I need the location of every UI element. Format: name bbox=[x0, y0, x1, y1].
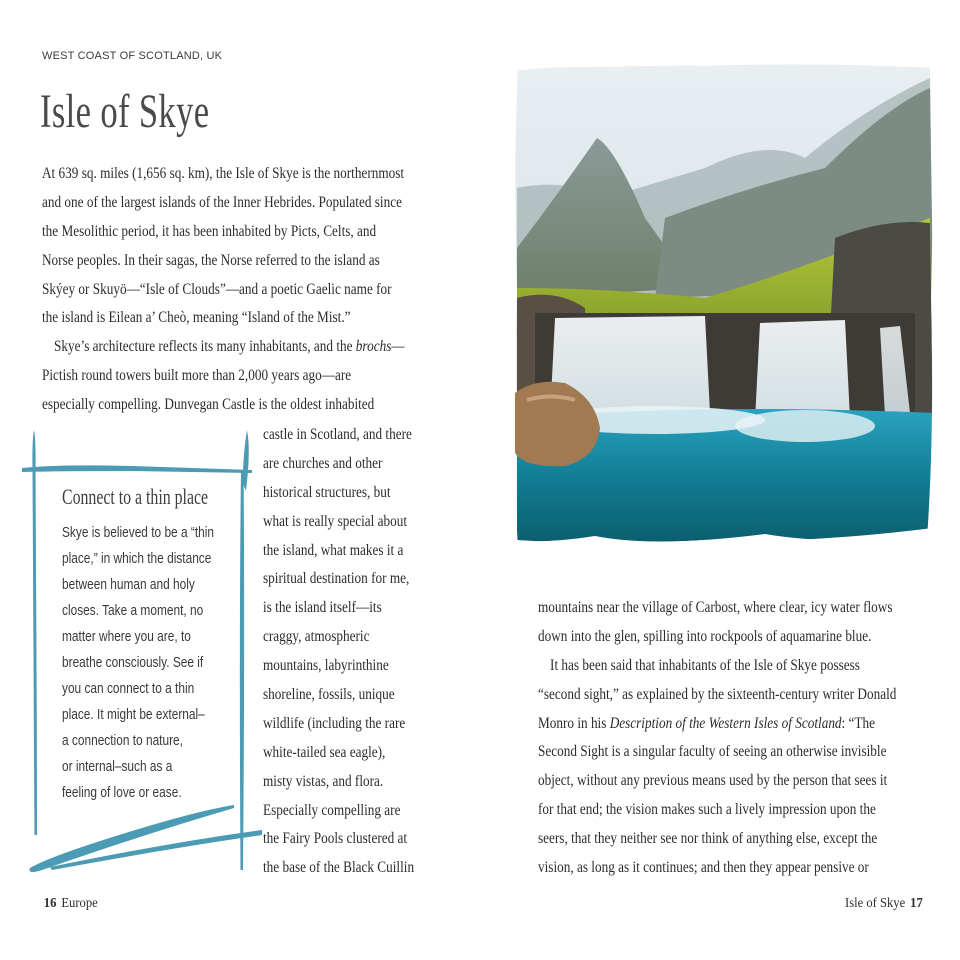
fairy-pools-photo bbox=[505, 48, 937, 564]
sidebar-body bbox=[62, 520, 214, 806]
sidebar-line: closes. Take a moment, no bbox=[62, 603, 204, 619]
landscape-image-icon bbox=[505, 48, 937, 564]
text-line: craggy, atmospheric bbox=[263, 628, 370, 646]
sidebar-line: breathe consciously. See if bbox=[62, 655, 204, 671]
location-kicker: WEST COAST OF SCOTLAND, UK bbox=[42, 50, 223, 62]
text-line bbox=[42, 333, 405, 362]
right-column-text bbox=[538, 594, 896, 883]
text-line: mountains, labyrinthine bbox=[263, 657, 389, 675]
text-line: what is really special about bbox=[263, 512, 408, 530]
left-folio bbox=[42, 896, 98, 912]
text-line: the island is Eilean a’ Cheò, meaning “Island of the Mist.” bbox=[42, 309, 351, 327]
text-line: “second sight,” as explained by the sixteenth-century writer Donald bbox=[538, 685, 897, 703]
text-line: Pictish round towers built more than 2,000 years ago—are bbox=[42, 367, 352, 385]
text-line: At 639 sq. miles (1,656 sq. km), the Isle of Skye is the northernmost bbox=[42, 165, 405, 182]
book-title: Description of the Western Isles of Scotland bbox=[609, 714, 842, 732]
text-line: down into the glen, spilling into rockpools of aquamarine blue. bbox=[538, 627, 872, 645]
text-line: is the island itself—its bbox=[263, 599, 382, 617]
page-number: 16 bbox=[43, 896, 57, 911]
section-name: Europe bbox=[61, 896, 98, 911]
italic-term: brochs bbox=[355, 338, 392, 356]
text-line: the Fairy Pools clustered at bbox=[263, 830, 408, 848]
page-title: Isle of Skye bbox=[40, 85, 210, 138]
text-line: the Mesolithic period, it has been inhabited by Picts, Celts, and bbox=[42, 222, 377, 240]
text-line: and one of the largest islands of the Inner Hebrides. Populated since bbox=[42, 193, 402, 211]
text-line: mountains near the village of Carbost, where clear, icy water flows bbox=[538, 599, 893, 616]
sidebar-line: Skye is believed to be a “thin bbox=[62, 525, 215, 541]
sidebar-line: place. It might be external– bbox=[62, 707, 205, 723]
text-line: castle in Scotland, and there bbox=[263, 426, 412, 443]
sidebar-line: between human and holy bbox=[62, 577, 195, 593]
text-line: white-tailed sea eagle), bbox=[263, 743, 386, 761]
text-line: Skýey or Skuyö—“Isle of Clouds”—and a poetic Gaelic name for bbox=[42, 280, 392, 298]
text-line: It has been said that inhabitants of the Isle of Skye possess bbox=[550, 656, 860, 674]
text-span: — bbox=[391, 338, 405, 356]
text-line: Norse peoples. In their sagas, the Norse referred to the island as bbox=[42, 251, 380, 269]
text-line: spiritual destination for me, bbox=[263, 570, 410, 588]
text-line: wildlife (including the rare bbox=[263, 714, 406, 732]
text-line: the base of the Black Cuillin bbox=[263, 859, 415, 877]
text-line: historical structures, but bbox=[263, 483, 391, 501]
sidebar-line: a connection to nature, bbox=[62, 733, 183, 749]
sidebar-line: matter where you are, to bbox=[62, 629, 191, 645]
text-span: : “The bbox=[841, 714, 875, 732]
sidebar-line: place,” in which the distance bbox=[62, 551, 212, 567]
text-line: the island, what makes it a bbox=[263, 541, 404, 559]
text-line: for that end; the vision makes such a lively impression upon the bbox=[538, 801, 876, 819]
page-number: 17 bbox=[910, 896, 923, 911]
text-line: are churches and other bbox=[263, 454, 383, 472]
right-folio bbox=[845, 896, 925, 912]
text-line: object, without any previous means used by the person that sees it bbox=[538, 772, 888, 790]
text-line: shoreline, fossils, unique bbox=[263, 686, 395, 704]
text-line bbox=[538, 710, 896, 739]
text-line: especially compelling. Dunvegan Castle is the oldest inhabited bbox=[42, 396, 375, 414]
sidebar-line: or internal–such as a bbox=[62, 759, 173, 775]
text-line: seers, that they neither see nor think of anything else, except the bbox=[538, 830, 878, 848]
narrow-column-text bbox=[263, 421, 414, 883]
section-name: Isle of Skye bbox=[845, 896, 906, 911]
sidebar-line: you can connect to a thin bbox=[62, 681, 195, 697]
text-line: Second Sight is a singular faculty of seeing an otherwise invisible bbox=[538, 743, 887, 761]
text-line: misty vistas, and flora. bbox=[263, 772, 384, 790]
text-span: Skye’s architecture reflects its many inhabitants, and the bbox=[54, 338, 356, 356]
text-span: Monro in his bbox=[538, 714, 610, 732]
sidebar-line: feeling of love or ease. bbox=[62, 785, 182, 801]
text-line: vision, as long as it continues; and then they appear pensive or bbox=[538, 859, 869, 877]
text-line: Especially compelling are bbox=[263, 801, 401, 819]
left-column-text bbox=[42, 160, 405, 420]
sidebar-title: Connect to a thin place bbox=[62, 484, 209, 509]
